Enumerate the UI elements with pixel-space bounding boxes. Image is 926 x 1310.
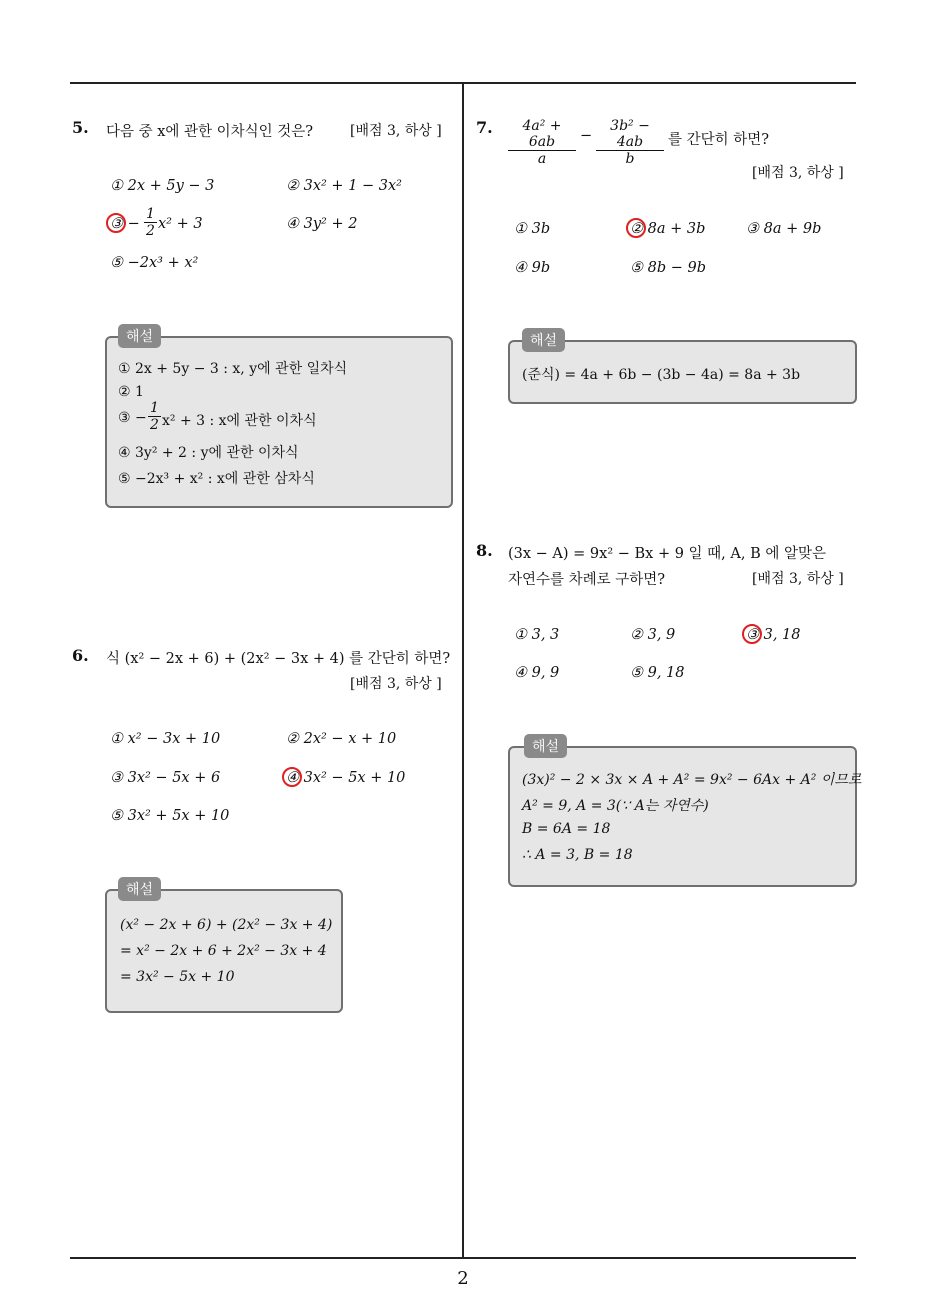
explanation-line: x² + 3 : x에 관한 이차식 — [162, 413, 317, 429]
option-5[interactable]: ⑤ 8b − 9b — [630, 260, 706, 276]
minus-sign: − — [580, 128, 593, 144]
question-meta: [배점 3, 하상 ] — [350, 123, 442, 139]
question-meta: [배점 3, 하상 ] — [752, 165, 844, 181]
explanation-line: ① 2x + 5y − 3 : x, y에 관한 일차식 — [118, 361, 348, 377]
question-number: 7. — [476, 118, 493, 137]
explanation-box — [508, 746, 857, 887]
option-3[interactable]: ③ 3x² − 5x + 6 — [110, 770, 221, 786]
explanation-tag: 해설 — [118, 877, 161, 901]
option-2[interactable]: ② 2x² − x + 10 — [286, 731, 397, 747]
question-number: 8. — [476, 541, 493, 560]
option-1[interactable]: ① x² − 3x + 10 — [110, 731, 221, 747]
option-1[interactable]: ① 3, 3 — [514, 627, 560, 643]
option-2[interactable]: ② 8a + 3b — [630, 221, 706, 237]
option-4[interactable]: ④ 9b — [514, 260, 551, 276]
fraction-denominator: b — [625, 151, 635, 167]
option-3-prefix: ③ − — [110, 216, 140, 232]
option-4[interactable]: ④ 3x² − 5x + 10 — [286, 770, 406, 786]
explanation-line: (3x)² − 2 × 3x × A + A² = 9x² − 6Ax + A² 이므로 — [522, 772, 862, 788]
explanation-line: = x² − 2x + 6 + 2x² − 3x + 4 — [120, 943, 327, 959]
column-divider — [462, 82, 464, 1258]
answer-circle-mark — [742, 624, 762, 644]
explanation-fraction — [148, 400, 161, 433]
fraction-denominator: 2 — [146, 223, 155, 239]
fraction-denominator: a — [537, 151, 547, 167]
bottom-rule — [70, 1257, 856, 1259]
question-text-line-1: (3x − A) = 9x² − Bx + 9 일 때, A, B 에 알맞은 — [508, 546, 826, 562]
option-2[interactable]: ② 3x² + 1 − 3x² — [286, 178, 402, 194]
question-fraction-1 — [508, 118, 576, 167]
fraction-numerator: 3b² − 4ab — [596, 118, 664, 151]
page-number: 2 — [457, 1268, 469, 1289]
explanation-line: B = 6A = 18 — [522, 821, 611, 837]
question-number: 6. — [72, 646, 89, 665]
option-4[interactable]: ④ 9, 9 — [514, 665, 560, 681]
explanation-line: ∴ A = 3, B = 18 — [522, 847, 633, 863]
question-text-line-2: 자연수를 차례로 구하면? — [508, 572, 666, 588]
question-text: 식 (x² − 2x + 6) + (2x² − 3x + 4) 를 간단히 하면? — [106, 651, 451, 667]
option-2[interactable]: ② 3, 9 — [630, 627, 676, 643]
explanation-line: A² = 9, A = 3(∵ A는 자연수) — [522, 798, 709, 814]
explanation-tag: 해설 — [522, 328, 565, 352]
fraction-denominator: 2 — [150, 417, 159, 433]
option-5[interactable]: ⑤ 9, 18 — [630, 665, 685, 681]
option-1[interactable]: ① 2x + 5y − 3 — [110, 178, 215, 194]
option-4[interactable]: ④ 3y² + 2 — [286, 216, 358, 232]
option-3[interactable]: ③ 8a + 9b — [746, 221, 822, 237]
explanation-line: (x² − 2x + 6) + (2x² − 3x + 4) — [120, 917, 333, 933]
option-3-fraction — [144, 206, 157, 239]
answer-circle-mark — [626, 218, 646, 238]
explanation-line: (준식) = 4a + 6b − (3b − 4a) = 8a + 3b — [522, 367, 801, 383]
option-5[interactable]: ⑤ −2x³ + x² — [110, 255, 199, 271]
question-number: 5. — [72, 118, 89, 137]
answer-circle-mark — [282, 767, 302, 787]
fraction-numerator: 1 — [146, 206, 155, 222]
explanation-line: ④ 3y² + 2 : y에 관한 이차식 — [118, 445, 299, 461]
question-fraction-2 — [596, 118, 664, 167]
fraction-numerator: 4a² + 6ab — [508, 118, 576, 151]
explanation-line: ② 1 — [118, 384, 144, 400]
question-meta: [배점 3, 하상 ] — [350, 676, 442, 692]
explanation-line: ⑤ −2x³ + x² : x에 관한 삼차식 — [118, 471, 315, 487]
answer-circle-mark — [106, 213, 126, 233]
question-text: 를 간단히 하면? — [668, 132, 770, 148]
explanation-tag: 해설 — [524, 734, 567, 758]
option-3[interactable]: ③ 3, 18 — [746, 627, 801, 643]
option-1[interactable]: ① 3b — [514, 221, 551, 237]
explanation-line: ③ − — [118, 410, 147, 426]
question-meta: [배점 3, 하상 ] — [752, 571, 844, 587]
option-3-suffix: x² + 3 — [158, 216, 203, 232]
explanation-tag: 해설 — [118, 324, 161, 348]
option-5[interactable]: ⑤ 3x² + 5x + 10 — [110, 808, 230, 824]
fraction-numerator: 1 — [150, 400, 159, 416]
question-text: 다음 중 x에 관한 이차식인 것은? — [106, 124, 314, 140]
explanation-line: = 3x² − 5x + 10 — [120, 969, 235, 985]
